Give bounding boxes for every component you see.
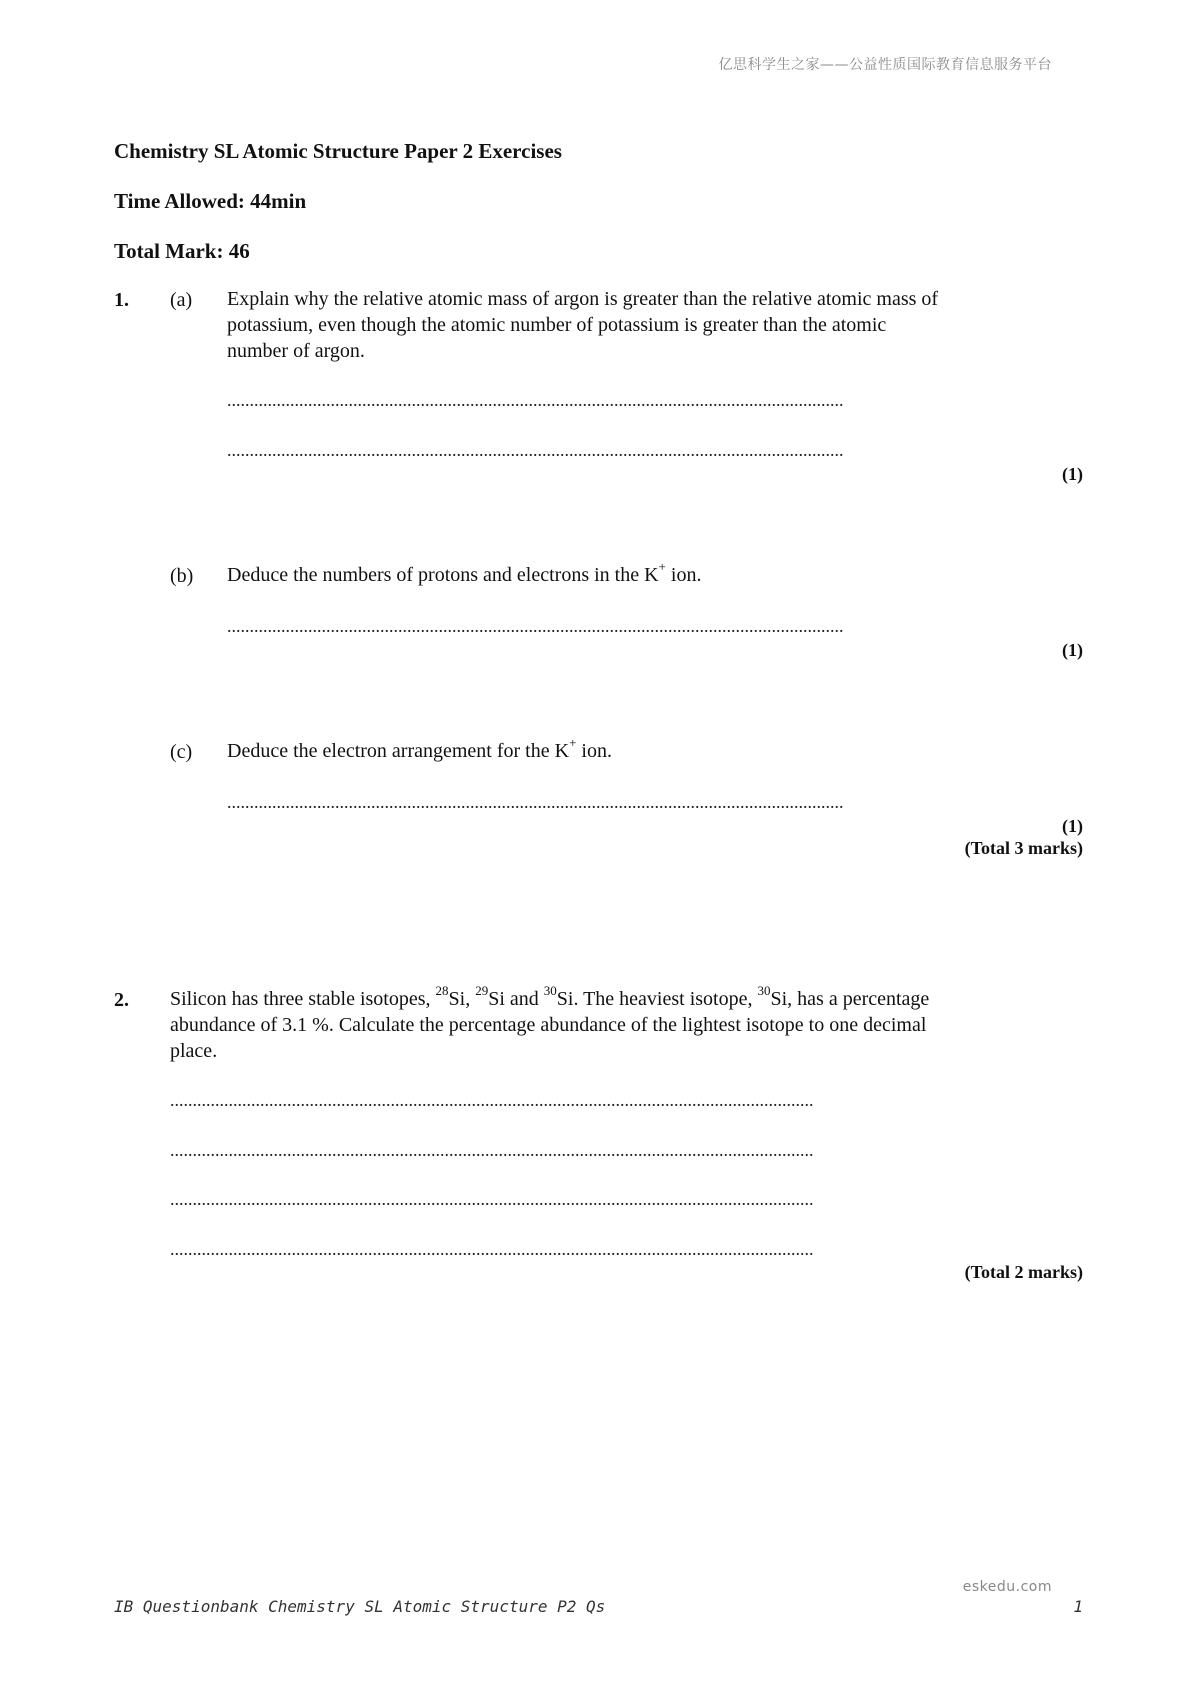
- page-title: Chemistry SL Atomic Structure Paper 2 Exercises: [114, 139, 562, 163]
- q1b-text-before: Deduce the numbers of protons and electrons in the K: [227, 564, 659, 586]
- q1c-label: (c): [170, 741, 193, 763]
- q2-answer-line-1[interactable]: ...............................................................................................................................................: [170, 1090, 814, 1110]
- q1c-mark: (1): [1062, 816, 1083, 836]
- q1-total-marks: (Total 3 marks): [964, 838, 1083, 858]
- question-1-number: 1.: [114, 289, 129, 311]
- q1a-line-1: Explain why the relative atomic mass of argon is greater than the relative atomic mass of: [227, 288, 939, 310]
- q1b-text-after: ion.: [665, 564, 702, 586]
- question-2-number: 2.: [114, 989, 129, 1011]
- isotope-28-mass: 28: [435, 983, 449, 999]
- q1b-answer-line[interactable]: .........................................................................................................................................: [227, 616, 844, 636]
- page-number: 1: [1073, 1597, 1083, 1616]
- q1c-superscript: +: [569, 735, 577, 751]
- q1b-label: (b): [170, 565, 194, 587]
- total-mark: Total Mark: 46: [114, 239, 250, 263]
- q2-total-marks: (Total 2 marks): [964, 1262, 1083, 1282]
- footer-title: IB Questionbank Chemistry SL Atomic Structure P2 Qs: [114, 1597, 606, 1616]
- q1c-text: [227, 735, 612, 764]
- q2-answer-line-2[interactable]: ...............................................................................................................................................: [170, 1140, 814, 1160]
- q1b-superscript: +: [658, 559, 666, 575]
- q2-line-1: Silicon has three stable isotopes, $^{28}$Si, $^{29}$Si and $^{30}$Si. The heaviest isotope, $^{30}$Si, has a percentage: [170, 983, 930, 1010]
- q1c-text-before: Deduce the electron arrangement for the K: [227, 740, 570, 762]
- q1b-mark: (1): [1062, 640, 1083, 660]
- q1a-mark: (1): [1062, 464, 1083, 484]
- q2-text: [170, 983, 1050, 1064]
- footer-site: eskedu.com: [962, 1579, 1052, 1595]
- isotope-30-mass-2: 30: [757, 983, 771, 999]
- q2-line-3: place.: [170, 1040, 218, 1062]
- q1a-answer-line-2[interactable]: .........................................................................................................................................: [227, 440, 844, 460]
- q1a-text: [227, 286, 1057, 364]
- header-watermark: 亿思科学生之家——公益性质国际教育信息服务平台: [718, 57, 1052, 73]
- q1c-text-after: ion.: [576, 740, 612, 762]
- isotope-30-mass: 30: [543, 983, 557, 999]
- q1a-line-2: potassium, even though the atomic number of potassium is greater than the atomic: [227, 314, 887, 336]
- q1a-label: (a): [170, 289, 193, 311]
- q1b-text: [227, 559, 702, 588]
- q2-line-2: abundance of 3.1 %. Calculate the percentage abundance of the lightest isotope to one decimal: [170, 1014, 927, 1036]
- q1a-answer-line-1[interactable]: .........................................................................................................................................: [227, 390, 844, 410]
- q2-answer-line-3[interactable]: ...............................................................................................................................................: [170, 1189, 814, 1209]
- q1c-answer-line[interactable]: .........................................................................................................................................: [227, 792, 844, 812]
- time-allowed: Time Allowed: 44min: [114, 189, 307, 213]
- q1a-line-3: number of argon.: [227, 340, 365, 362]
- q2-answer-line-4[interactable]: ...............................................................................................................................................: [170, 1239, 814, 1259]
- isotope-29-mass: 29: [475, 983, 489, 999]
